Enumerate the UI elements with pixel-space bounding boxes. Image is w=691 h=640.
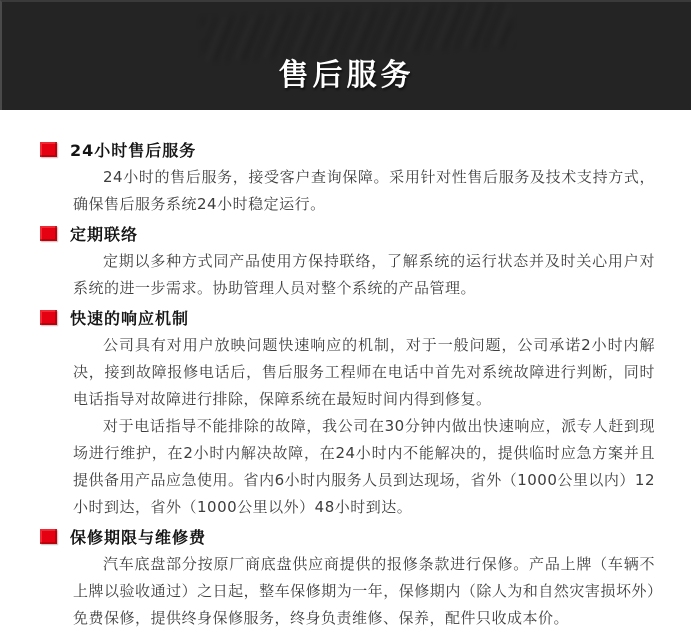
- section-heading: 定期联络: [70, 224, 139, 244]
- section-heading-row: [40, 134, 655, 164]
- service-content: [0, 110, 691, 632]
- red-square-bullet-icon: [40, 142, 57, 157]
- red-square-bullet-icon: [40, 529, 57, 544]
- section-heading-row: [40, 521, 655, 551]
- page-header-banner: [0, 0, 691, 110]
- section-rapid-response: [40, 302, 655, 521]
- section-paragraph: 对于电话指导不能排除的故障，我公司在30分钟内做出快速响应，派专人赶到现场进行维护，在2小时内解决故障，在24小时内不能解决的，提供临时应急方案并且提供备用产品应急使用。省内6小时内服务人员到达现场，省外（1000公里以内）12小时到达，省外（1000公里以外）48小时到达。: [73, 417, 655, 516]
- section-paragraph: 公司具有对用户放映问题快速响应的机制，对于一般问题，公司承诺2小时内解决，接到故障报修电话后，售后服务工程师在电话中首先对系统故障进行判断，同时电话指导对故障进行排除，保障系统在最短时间内得到修复。: [73, 336, 655, 408]
- section-warranty-fees: [40, 521, 655, 632]
- section-paragraph: 24小时的售后服务，接受客户查询保障。采用针对性售后服务及技术支持方式，确保售后服务系统24小时稳定运行。: [73, 168, 655, 213]
- section-regular-contact: [40, 218, 655, 302]
- page-title: 售后服务: [278, 58, 415, 93]
- section-paragraph: 汽车底盘部分按原厂商底盘供应商提供的报修条款进行保修。产品上牌（车辆不上牌以验收通过）之日起，整车保修期为一年，保修期内（除人为和自然灾害损坏外）免费保修，提供终身保修服务，终身负责维修、保养，配件只收成本价。: [73, 555, 655, 627]
- section-heading: 保修期限与维修费: [70, 527, 207, 547]
- section-24h-service: [40, 134, 655, 218]
- section-heading: 快速的响应机制: [70, 308, 190, 328]
- red-square-bullet-icon: [40, 310, 57, 325]
- section-paragraph: 定期以多种方式同产品使用方保持联络，了解系统的运行状态并及时关心用户对系统的进一步需求。协助管理人员对整个系统的产品管理。: [73, 252, 655, 297]
- section-heading: 24小时售后服务: [70, 140, 197, 160]
- red-square-bullet-icon: [40, 226, 57, 241]
- section-heading-row: [40, 302, 655, 332]
- section-heading-row: [40, 218, 655, 248]
